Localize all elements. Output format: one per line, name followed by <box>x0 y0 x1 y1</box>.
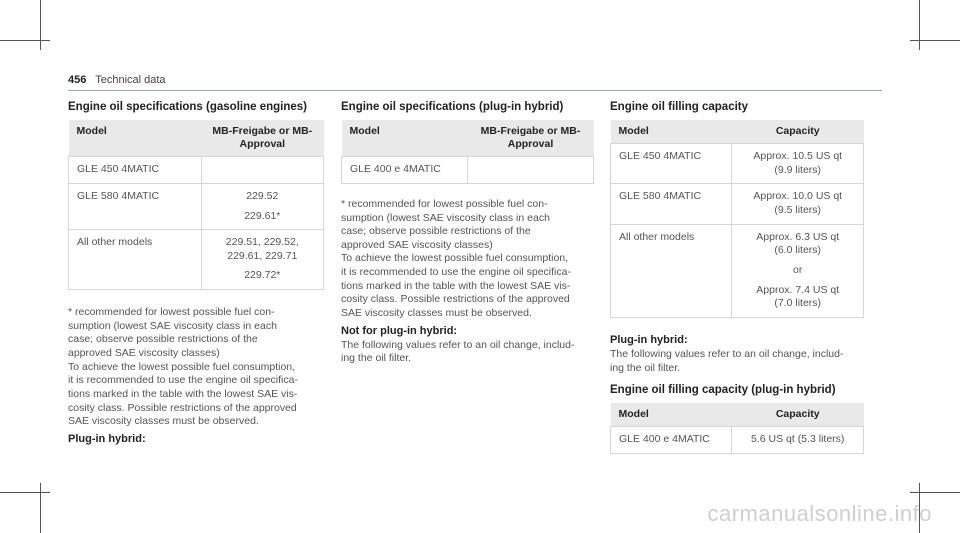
section-heading: Engine oil specifications (plug-in hybrid) <box>341 101 564 113</box>
approval-cell: 229.52 229.61* <box>201 183 323 229</box>
capacity-cell: Approx. 10.5 US qt (9.9 liters) <box>732 144 864 184</box>
subheading: Plug-in hybrid: <box>68 432 146 445</box>
capacity-table <box>610 120 864 318</box>
spec-table-gasoline <box>68 120 324 290</box>
crop-mark <box>0 492 50 493</box>
body-text: The following values refer to an oil change, includ- ing the oil filter. <box>341 338 575 365</box>
capacity-cell: 5.6 US qt (5.3 liters) <box>732 427 864 454</box>
crop-mark <box>910 492 960 493</box>
capacity-cell: Approx. 6.3 US qt (6.0 liters) or Approx. 7.4 US qt (7.0 liters) <box>732 224 864 317</box>
subheading: Not for plug-in hybrid: <box>341 324 458 337</box>
table-header-row <box>611 403 864 427</box>
column-header-capacity: Capacity <box>732 120 864 144</box>
body-text: The following values refer to an oil change, includ- ing the oil filter. <box>610 347 844 374</box>
column-header-model: Model <box>611 120 732 144</box>
table-row <box>342 157 594 184</box>
table-row <box>69 183 324 229</box>
table-row <box>69 157 324 184</box>
model-cell: GLE 580 4MATIC <box>69 183 202 229</box>
model-cell: All other models <box>611 224 732 317</box>
column-filling-capacity <box>610 101 864 454</box>
model-cell: All other models <box>69 230 202 290</box>
section-title: Technical data <box>95 74 166 86</box>
watermark: carmanualsonline.info <box>707 501 932 526</box>
footnote-text: * recommended for lowest possible fuel con- sumption (lowest SAE viscosity class in each case; observe possible restrictions of the approved SAE viscosity classes) To achieve the lowest possible fuel consumption, it is recommended to use the engine oil specifica- tions marked in the table with the lowest SAE vis- cosity class. Possible restrictions of the approved SAE viscosity classes must be observed. <box>341 197 571 320</box>
column-header-model: Model <box>342 120 468 157</box>
table-row <box>69 230 324 290</box>
model-cell: GLE 580 4MATIC <box>611 184 732 224</box>
approval-cell <box>468 157 594 184</box>
table-row <box>611 184 864 224</box>
table-header-row <box>342 120 594 157</box>
column-gasoline-spec <box>68 101 324 445</box>
approval-cell <box>201 157 323 184</box>
column-header-capacity: Capacity <box>732 403 864 427</box>
column-header-model: Model <box>611 403 732 427</box>
crop-mark <box>40 0 41 50</box>
column-header-approval: MB-Freigabe or MB- Approval <box>468 120 594 157</box>
section-heading: Engine oil specifications (gasoline engines) <box>68 101 307 113</box>
crop-mark <box>40 483 41 533</box>
table-header-row <box>69 120 324 157</box>
crop-mark <box>0 40 50 41</box>
model-cell: GLE 450 4MATIC <box>611 144 732 184</box>
section-heading: Engine oil filling capacity (plug-in hybrid) <box>610 384 836 397</box>
capacity-table-plugin <box>610 403 864 454</box>
section-heading: Engine oil filling capacity <box>610 101 749 113</box>
crop-mark <box>919 0 920 50</box>
table-row <box>611 427 864 454</box>
spec-table-plugin <box>341 120 594 184</box>
model-cell: GLE 400 e 4MATIC <box>342 157 468 184</box>
column-header-approval: MB-Freigabe or MB- Approval <box>201 120 323 157</box>
column-plugin-spec <box>341 101 594 366</box>
footnote-text: * recommended for lowest possible fuel con- sumption (lowest SAE viscosity class in each case; observe possible restrictions of the approved SAE viscosity classes) To achieve the lowest possible fuel consumption, it is recommended to use the engine oil specifica- tions marked in the table with the lowest SAE vis- cosity class. Possible restrictions of the approved SAE viscosity classes must be observed. <box>68 306 298 428</box>
column-header-model: Model <box>69 120 202 157</box>
crop-mark <box>910 40 960 41</box>
model-cell: GLE 450 4MATIC <box>69 157 202 184</box>
table-header-row <box>611 120 864 144</box>
page-number: 456 <box>68 74 87 86</box>
approval-cell: 229.51, 229.52, 229.61, 229.71 229.72* <box>201 230 323 290</box>
page-header <box>68 74 166 86</box>
capacity-cell: Approx. 10.0 US qt (9.5 liters) <box>732 184 864 224</box>
model-cell: GLE 400 e 4MATIC <box>611 427 732 454</box>
subheading: Plug-in hybrid: <box>610 333 688 346</box>
table-row <box>611 224 864 317</box>
table-row <box>611 144 864 184</box>
header-rule <box>68 90 882 91</box>
